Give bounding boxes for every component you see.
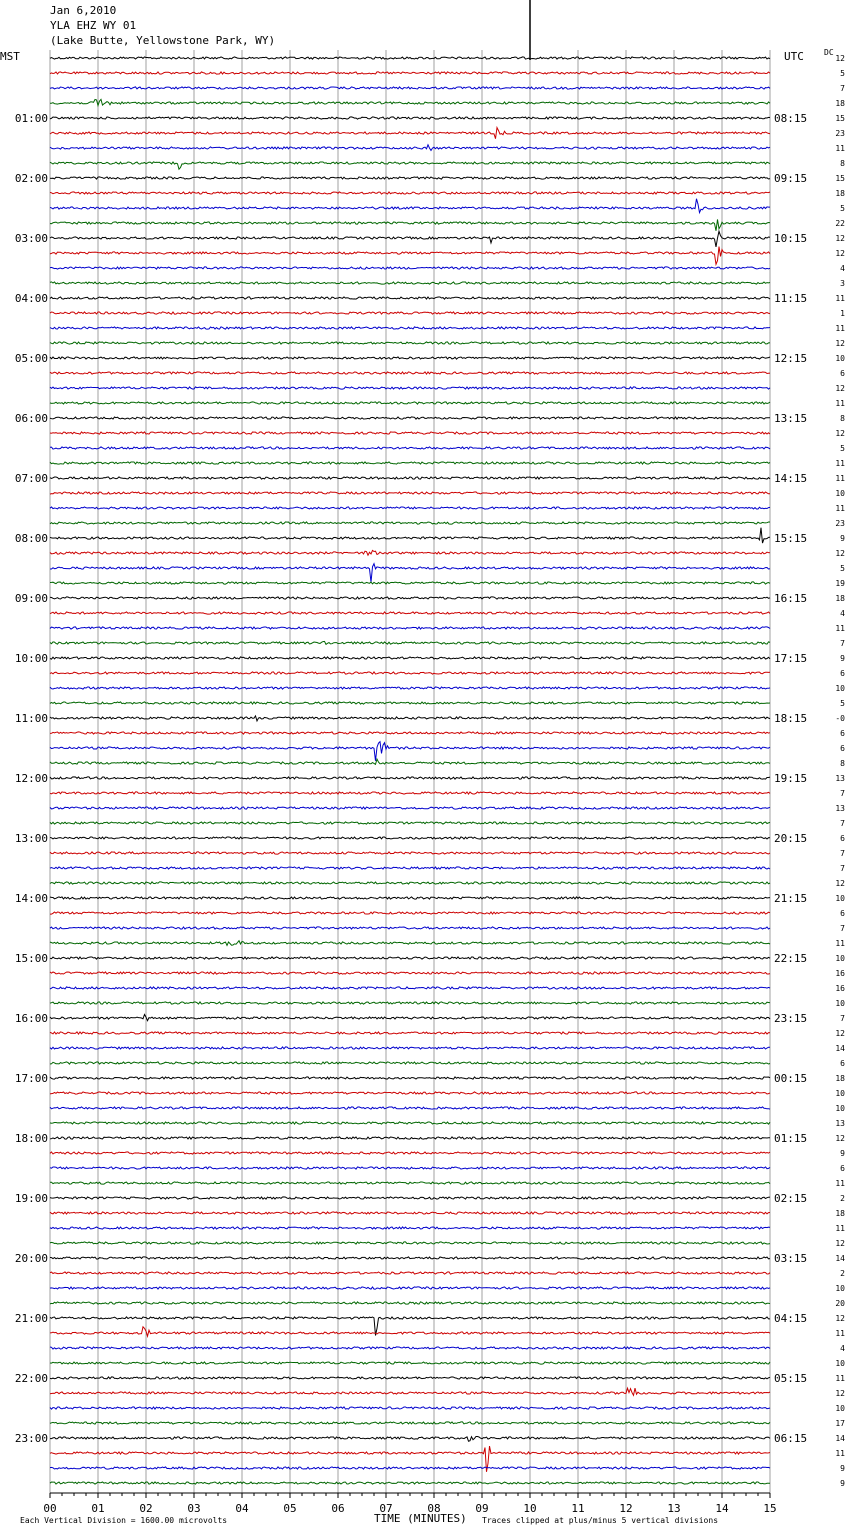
- right-time-label: 19:15: [774, 772, 808, 785]
- seismic-trace: [50, 1182, 770, 1184]
- x-tick-label: 14: [715, 1502, 729, 1515]
- dc-label: DC: [824, 48, 834, 57]
- seismic-trace: [50, 564, 770, 583]
- dc-offset-label: 5: [840, 204, 845, 213]
- seismic-trace: [50, 162, 770, 169]
- dc-offset-label: 18: [835, 189, 845, 198]
- dc-offset-label: 12: [835, 1029, 845, 1038]
- seismic-trace: [50, 492, 770, 494]
- left-time-label: 11:00: [14, 712, 48, 725]
- right-time-label: 14:15: [774, 472, 808, 485]
- dc-offset-label: 5: [840, 444, 845, 453]
- x-tick-label: 04: [235, 1502, 249, 1515]
- dc-offset-label: 11: [835, 504, 845, 513]
- dc-offset-label: 11: [835, 459, 845, 468]
- left-time-label: 09:00: [14, 592, 48, 605]
- seismic-trace: [50, 941, 770, 946]
- seismic-trace: [50, 1107, 770, 1109]
- seismic-trace: [50, 447, 770, 449]
- dc-offset-label: 12: [835, 1314, 845, 1323]
- dc-offset-label: 18: [835, 99, 845, 108]
- seismic-trace: [50, 1287, 770, 1289]
- seismic-trace: [50, 219, 770, 230]
- dc-offset-label: 12: [835, 1389, 845, 1398]
- clip-note: Traces clipped at plus/minus 5 vertical divisions: [482, 1516, 719, 1525]
- dc-offset-label: 5: [840, 69, 845, 78]
- seismic-trace: [50, 267, 770, 269]
- seismic-trace: [50, 687, 770, 689]
- seismic-trace: [50, 327, 770, 329]
- dc-offset-label: 10: [835, 1104, 845, 1113]
- scale-note: Each Vertical Division = 1600.00 microvolts: [20, 1516, 228, 1525]
- left-time-label: 16:00: [14, 1012, 48, 1025]
- dc-offset-label: 9: [840, 534, 845, 543]
- seismic-trace: [50, 777, 770, 779]
- dc-offset-label: 22: [835, 219, 845, 228]
- dc-offset-label: 6: [840, 369, 845, 378]
- seismic-trace: [50, 192, 770, 194]
- x-tick-label: 11: [571, 1502, 585, 1515]
- dc-offset-label: 5: [840, 699, 845, 708]
- dc-offset-label: 7: [840, 819, 845, 828]
- dc-offset-label: 9: [840, 654, 845, 663]
- right-time-label: 08:15: [774, 112, 808, 125]
- x-tick-label: 13: [667, 1502, 681, 1515]
- seismic-trace: [50, 1437, 770, 1442]
- seismic-trace: [50, 372, 770, 374]
- seismic-trace: [50, 1377, 770, 1379]
- right-time-label: 16:15: [774, 592, 808, 605]
- dc-offset-label: 2: [840, 1194, 845, 1203]
- seismic-trace: [50, 1327, 770, 1336]
- dc-offset-label: 10: [835, 894, 845, 903]
- left-time-label: 21:00: [14, 1312, 48, 1325]
- seismic-trace: [50, 177, 770, 179]
- seismic-trace: [50, 1362, 770, 1364]
- x-tick-label: 01: [91, 1502, 105, 1515]
- seismic-trace: [50, 528, 770, 543]
- seismic-trace: [50, 297, 770, 299]
- dc-offset-label: 10: [835, 1359, 845, 1368]
- seismic-trace: [50, 822, 770, 824]
- dc-offset-label: 11: [835, 939, 845, 948]
- dc-offset-label: 6: [840, 729, 845, 738]
- dc-offset-label: 12: [835, 1239, 845, 1248]
- seismic-trace: [50, 912, 770, 914]
- seismic-trace: [50, 1422, 770, 1424]
- dc-offset-label: 10: [835, 954, 845, 963]
- left-time-label: 10:00: [14, 652, 48, 665]
- dc-offset-label: 5: [840, 564, 845, 573]
- plot-date: Jan 6,2010: [50, 4, 117, 17]
- seismic-trace: [50, 672, 770, 674]
- dc-offset-label: 9: [840, 1149, 845, 1158]
- dc-offset-label: 12: [835, 549, 845, 558]
- dc-offset-label: 4: [840, 264, 845, 273]
- dc-offset-label: 14: [835, 1434, 845, 1443]
- dc-offset-label: 12: [835, 54, 845, 63]
- dc-offset-label: 18: [835, 1209, 845, 1218]
- seismic-trace: [50, 742, 770, 761]
- left-time-label: 18:00: [14, 1132, 48, 1145]
- dc-offset-label: 10: [835, 1089, 845, 1098]
- seismic-trace: [50, 1077, 770, 1079]
- seismic-trace: [50, 145, 770, 151]
- seismic-trace: [50, 716, 770, 721]
- seismic-trace: [50, 1482, 770, 1484]
- seismic-trace: [50, 657, 770, 659]
- right-time-label: 00:15: [774, 1072, 808, 1085]
- seismic-trace: [50, 1062, 770, 1064]
- x-axis-label: TIME (MINUTES): [374, 1512, 467, 1525]
- dc-offset-label: 16: [835, 984, 845, 993]
- x-tick-label: 03: [187, 1502, 201, 1515]
- left-time-label: 03:00: [14, 232, 48, 245]
- seismic-trace: [50, 87, 770, 89]
- x-tick-label: 00: [43, 1502, 57, 1515]
- seismic-trace: [50, 1092, 770, 1094]
- x-tick-label: 12: [619, 1502, 633, 1515]
- dc-offset-label: 15: [835, 114, 845, 123]
- seismic-trace: [50, 1407, 770, 1409]
- dc-offset-label: 10: [835, 1284, 845, 1293]
- seismic-trace: [50, 1242, 770, 1244]
- seismic-trace: [50, 1015, 770, 1021]
- left-time-label: 06:00: [14, 412, 48, 425]
- seismic-trace: [50, 867, 770, 869]
- dc-offset-label: 6: [840, 909, 845, 918]
- seismic-trace: [50, 128, 770, 139]
- dc-offset-label: 2: [840, 1269, 845, 1278]
- left-time-label: 05:00: [14, 352, 48, 365]
- seismic-trace: [50, 852, 770, 854]
- dc-offset-label: 20: [835, 1299, 845, 1308]
- left-time-label: 01:00: [14, 112, 48, 125]
- left-time-label: 07:00: [14, 472, 48, 485]
- dc-offset-label: 12: [835, 339, 845, 348]
- dc-offset-label: 7: [840, 639, 845, 648]
- dc-offset-label: 7: [840, 1014, 845, 1023]
- seismic-trace: [50, 57, 770, 59]
- left-timezone: MST: [0, 50, 20, 63]
- seismic-trace: [50, 199, 770, 213]
- seismic-trace: [50, 402, 770, 404]
- x-tick-label: 02: [139, 1502, 153, 1515]
- dc-offset-label: 3: [840, 279, 845, 288]
- dc-offset-label: 10: [835, 1404, 845, 1413]
- dc-offset-label: 12: [835, 429, 845, 438]
- seismic-trace: [50, 1197, 770, 1199]
- seismic-trace: [50, 1227, 770, 1229]
- seismic-trace: [50, 1047, 770, 1049]
- dc-offset-label: 12: [835, 1134, 845, 1143]
- seismic-trace: [50, 357, 770, 359]
- seismic-trace: [50, 462, 770, 464]
- dc-offset-label: 6: [840, 669, 845, 678]
- dc-offset-label: 10: [835, 684, 845, 693]
- seismic-trace: [50, 522, 770, 524]
- dc-offset-label: 14: [835, 1254, 845, 1263]
- right-time-label: 12:15: [774, 352, 808, 365]
- dc-offset-label: 11: [835, 294, 845, 303]
- seismic-trace: [50, 792, 770, 794]
- dc-offset-label: 11: [835, 1224, 845, 1233]
- dc-offset-label: 11: [835, 624, 845, 633]
- seismic-trace: [50, 641, 770, 644]
- seismic-trace: [50, 550, 770, 555]
- right-timezone: UTC: [784, 50, 804, 63]
- station-name: YLA EHZ WY 01: [50, 19, 137, 32]
- seismic-trace: [50, 312, 770, 314]
- seismic-trace: [50, 972, 770, 974]
- seismic-trace: [50, 1137, 770, 1139]
- left-time-label: 08:00: [14, 532, 48, 545]
- seismic-trace: [50, 897, 770, 899]
- dc-offset-label: 11: [835, 1329, 845, 1338]
- dc-offset-label: 12: [835, 879, 845, 888]
- seismic-trace: [50, 732, 770, 734]
- dc-offset-label: 18: [835, 594, 845, 603]
- seismic-trace: [50, 1002, 770, 1004]
- dc-offset-label: 7: [840, 789, 845, 798]
- x-tick-label: 05: [283, 1502, 297, 1515]
- x-tick-label: 08: [427, 1502, 441, 1515]
- seismic-trace: [50, 342, 770, 344]
- left-time-label: 02:00: [14, 172, 48, 185]
- dc-offset-label: 17: [835, 1419, 845, 1428]
- dc-offset-label: 15: [835, 174, 845, 183]
- left-time-label: 14:00: [14, 892, 48, 905]
- left-time-label: 15:00: [14, 952, 48, 965]
- right-time-label: 20:15: [774, 832, 808, 845]
- dc-offset-label: 14: [835, 1044, 845, 1053]
- dc-offset-label: 8: [840, 414, 845, 423]
- seismic-trace: [50, 247, 770, 265]
- dc-offset-label: 6: [840, 744, 845, 753]
- seismic-trace: [50, 597, 770, 599]
- right-time-label: 03:15: [774, 1252, 808, 1265]
- dc-offset-label: 12: [835, 384, 845, 393]
- x-tick-label: 07: [379, 1502, 393, 1515]
- seismic-trace: [50, 1272, 770, 1274]
- seismic-trace: [50, 99, 770, 105]
- dc-offset-label: 9: [840, 1464, 845, 1473]
- left-time-label: 17:00: [14, 1072, 48, 1085]
- dc-offset-label: 11: [835, 324, 845, 333]
- right-time-label: 06:15: [774, 1432, 808, 1445]
- dc-offset-label: -0: [835, 714, 845, 723]
- left-time-label: 23:00: [14, 1432, 48, 1445]
- seismic-trace: [50, 1302, 770, 1304]
- seismic-trace: [50, 927, 770, 929]
- seismic-trace: [50, 282, 770, 284]
- dc-offset-label: 18: [835, 1074, 845, 1083]
- seismic-trace: [50, 1032, 770, 1034]
- left-time-label: 04:00: [14, 292, 48, 305]
- right-time-label: 04:15: [774, 1312, 808, 1325]
- seismic-trace: [50, 702, 770, 704]
- dc-offset-label: 13: [835, 1119, 845, 1128]
- dc-offset-label: 11: [835, 1179, 845, 1188]
- left-time-label: 13:00: [14, 832, 48, 845]
- dc-offset-label: 10: [835, 354, 845, 363]
- right-time-label: 17:15: [774, 652, 808, 665]
- dc-offset-label: 10: [835, 999, 845, 1008]
- right-time-label: 15:15: [774, 532, 808, 545]
- x-tick-label: 15: [763, 1502, 777, 1515]
- dc-offset-label: 8: [840, 759, 845, 768]
- seismic-trace: [50, 1122, 770, 1124]
- dc-offset-label: 7: [840, 924, 845, 933]
- seismic-trace: [50, 582, 770, 584]
- dc-offset-label: 19: [835, 579, 845, 588]
- dc-offset-label: 10: [835, 489, 845, 498]
- seismic-trace: [50, 387, 770, 389]
- right-time-label: 23:15: [774, 1012, 808, 1025]
- seismic-trace: [50, 1152, 770, 1154]
- dc-offset-label: 6: [840, 1059, 845, 1068]
- dc-offset-label: 11: [835, 1374, 845, 1383]
- seismic-trace: [50, 1467, 770, 1469]
- dc-offset-label: 8: [840, 159, 845, 168]
- dc-offset-label: 4: [840, 609, 845, 618]
- dc-offset-label: 12: [835, 234, 845, 243]
- dc-offset-label: 4: [840, 1344, 845, 1353]
- seismic-trace: [50, 882, 770, 884]
- right-time-label: 10:15: [774, 232, 808, 245]
- right-time-label: 21:15: [774, 892, 808, 905]
- seismic-trace: [50, 837, 770, 839]
- seismic-trace: [50, 1347, 770, 1349]
- seismic-trace: [50, 1212, 770, 1214]
- right-time-label: 09:15: [774, 172, 808, 185]
- dc-offset-label: 11: [835, 399, 845, 408]
- right-time-label: 18:15: [774, 712, 808, 725]
- dc-offset-label: 12: [835, 249, 845, 258]
- right-time-label: 02:15: [774, 1192, 808, 1205]
- seismic-trace: [50, 987, 770, 989]
- right-time-label: 01:15: [774, 1132, 808, 1145]
- left-time-label: 12:00: [14, 772, 48, 785]
- seismic-trace: [50, 957, 770, 959]
- seismic-trace: [50, 1167, 770, 1169]
- seismic-trace: [50, 117, 770, 119]
- dc-offset-label: 16: [835, 969, 845, 978]
- dc-offset-label: 7: [840, 84, 845, 93]
- dc-offset-label: 11: [835, 474, 845, 483]
- dc-offset-label: 1: [840, 309, 845, 318]
- right-time-label: 22:15: [774, 952, 808, 965]
- seismic-trace: [50, 417, 770, 419]
- dc-offset-label: 9: [840, 1479, 845, 1488]
- seismic-trace: [50, 72, 770, 74]
- left-time-label: 19:00: [14, 1192, 48, 1205]
- dc-offset-label: 23: [835, 129, 845, 138]
- station-location: (Lake Butte, Yellowstone Park, WY): [50, 34, 276, 47]
- dc-offset-label: 11: [835, 144, 845, 153]
- dc-offset-label: 7: [840, 864, 845, 873]
- seismic-trace: [50, 507, 770, 509]
- right-time-label: 11:15: [774, 292, 808, 305]
- seismic-trace: [50, 477, 770, 479]
- dc-offset-label: 6: [840, 834, 845, 843]
- dc-offset-label: 11: [835, 1449, 845, 1458]
- x-tick-label: 09: [475, 1502, 489, 1515]
- x-tick-label: 10: [523, 1502, 537, 1515]
- x-tick-label: 06: [331, 1502, 345, 1515]
- left-time-label: 22:00: [14, 1372, 48, 1385]
- seismic-trace: [50, 759, 770, 764]
- dc-offset-label: 13: [835, 804, 845, 813]
- right-time-label: 05:15: [774, 1372, 808, 1385]
- seismic-trace: [50, 432, 770, 434]
- seismic-trace: [50, 612, 770, 614]
- right-time-label: 13:15: [774, 412, 808, 425]
- dc-offset-label: 13: [835, 774, 845, 783]
- dc-offset-label: 6: [840, 1164, 845, 1173]
- seismic-trace: [50, 807, 770, 809]
- left-time-label: 20:00: [14, 1252, 48, 1265]
- seismic-trace: [50, 231, 770, 247]
- dc-offset-label: 7: [840, 849, 845, 858]
- seismic-trace: [50, 1388, 770, 1395]
- seismic-trace: [50, 1257, 770, 1259]
- seismic-trace: [50, 627, 770, 629]
- dc-offset-label: 23: [835, 519, 845, 528]
